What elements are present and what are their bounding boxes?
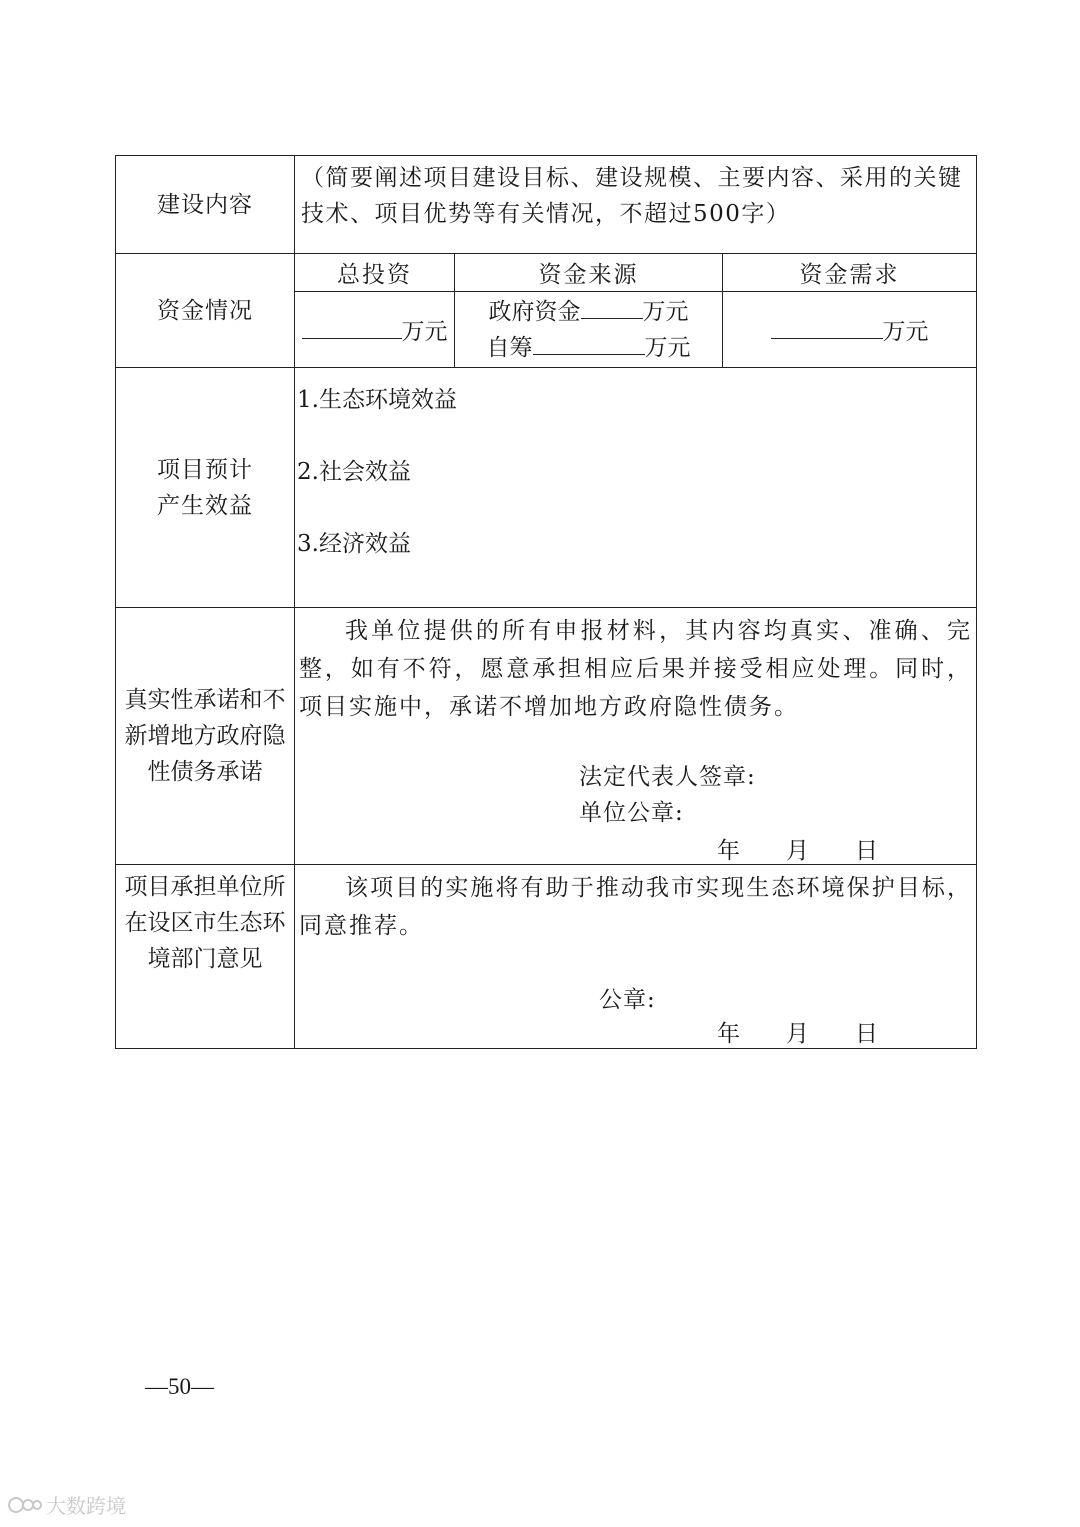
opinion-text: 该项目的实施将有助于推动我市实现生态环境保护目标，同意推荐。	[299, 875, 973, 939]
unit-seal: 单位公章:	[579, 800, 684, 826]
self-fund-blank[interactable]	[533, 332, 645, 355]
funding-header-demand: 资金需求	[723, 254, 977, 292]
benefit-item-ecological: 1.生态环境效益	[297, 387, 457, 413]
funding-demand-blank[interactable]	[771, 316, 883, 339]
opinion-seal: 公章:	[599, 987, 656, 1013]
promise-date: 年 月 日	[717, 838, 878, 864]
promise-label-line2: 新增地方政府隐	[124, 723, 286, 749]
promise-content	[295, 608, 977, 865]
self-fund-label: 自筹	[486, 334, 533, 361]
benefits-row	[116, 368, 977, 608]
opinion-content	[295, 865, 977, 1049]
funding-header-total: 总投资	[295, 254, 455, 292]
self-fund-line	[455, 330, 722, 366]
total-investment-cell	[295, 292, 455, 368]
funding-label: 资金情况	[116, 254, 295, 368]
gov-fund-unit: 万元	[642, 298, 689, 325]
application-form-table	[115, 155, 977, 1049]
benefits-label-line1: 项目预计	[157, 456, 253, 483]
opinion-label-line1: 项目承担单位所	[124, 874, 286, 900]
page-number: —50—	[145, 1374, 214, 1399]
promise-label-line1: 真实性承诺和不	[124, 687, 286, 713]
promise-label-line3: 性债务承诺	[147, 759, 263, 785]
promise-text: 我单位提供的所有申报材料，其内容均真实、准确、完整，如有不符，愿意承担相应后果并接受相应处理。同时，项目实施中，承诺不增加地方政府隐性债务。	[299, 618, 973, 720]
opinion-label-line3: 境部门意见	[147, 946, 263, 972]
promise-row	[116, 608, 977, 865]
gov-fund-line	[455, 294, 722, 330]
construction-label: 建设内容	[116, 156, 295, 254]
benefit-item-social: 2.社会效益	[297, 459, 411, 485]
construction-row	[116, 156, 977, 254]
benefits-content	[295, 368, 977, 608]
benefits-label-line2: 产生效益	[157, 492, 253, 519]
watermark-logo-icon	[8, 1494, 42, 1516]
self-fund-unit: 万元	[644, 334, 691, 361]
funding-header-source: 资金来源	[455, 254, 723, 292]
total-investment-unit: 万元	[401, 319, 448, 345]
funding-source-cell	[455, 292, 723, 368]
opinion-row	[116, 865, 977, 1049]
total-investment-blank[interactable]	[302, 316, 402, 339]
opinion-label	[116, 865, 295, 1049]
gov-fund-blank[interactable]	[581, 296, 643, 319]
benefit-item-economic: 3.经济效益	[297, 531, 411, 557]
construction-description: （简要阐述项目建设目标、建设规模、主要内容、采用的关键技术、项目优势等有关情况，不超过500字）	[295, 156, 977, 254]
opinion-label-line2: 在设区市生态环	[124, 910, 286, 936]
opinion-date: 年 月 日	[717, 1021, 878, 1047]
watermark-text: 大数跨境	[46, 1494, 126, 1518]
benefits-label	[116, 368, 295, 608]
promise-label	[116, 608, 295, 865]
watermark	[8, 1490, 126, 1519]
legal-rep-signature: 法定代表人签章:	[579, 764, 756, 790]
gov-fund-label: 政府资金	[488, 298, 581, 325]
funding-demand-cell	[723, 292, 977, 368]
funding-header-row	[116, 254, 977, 292]
funding-demand-unit: 万元	[882, 319, 929, 345]
